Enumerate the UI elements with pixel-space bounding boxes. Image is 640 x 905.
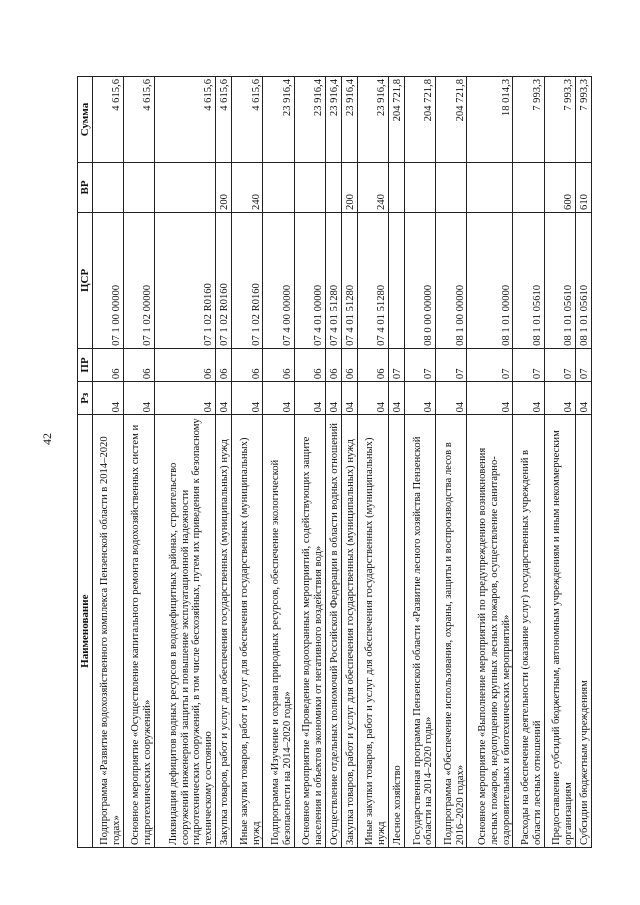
cell-pr: 06 — [232, 348, 263, 381]
cell-sum: 23 916,4 — [357, 77, 388, 163]
cell-csr: 07 1 02 R0160 — [232, 212, 263, 348]
cell-sum: 7 993,3 — [513, 77, 544, 163]
cell-name: Иные закупки товаров, работ и услуг для обеспечения государственных (муниципальных) нужд — [357, 415, 388, 848]
cell-sum: 204 721,8 — [436, 77, 467, 163]
cell-pr: 06 — [357, 348, 388, 381]
cell-vr — [436, 163, 467, 213]
cell-pr: 06 — [216, 348, 232, 381]
cell-pr: 07 — [544, 348, 575, 381]
cell-csr: 07 4 01 51280 — [341, 212, 357, 348]
cell-vr — [389, 163, 405, 213]
cell-rz: 04 — [513, 382, 544, 415]
cell-name: Расходы на обеспечение деятельности (оказание услуг) государственных учреждений в области лесных отношений — [513, 415, 544, 848]
cell-vr — [93, 163, 124, 213]
cell-rz: 04 — [389, 382, 405, 415]
cell-vr — [467, 163, 513, 213]
cell-pr: 06 — [325, 348, 341, 381]
table-row — [341, 77, 357, 848]
cell-pr: 07 — [405, 348, 436, 381]
table-row — [575, 77, 591, 848]
cell-pr: 06 — [93, 348, 124, 381]
table-row — [467, 77, 513, 848]
cell-vr — [405, 163, 436, 213]
cell-name: Основное мероприятие «Выполнение мероприятий по предупреждению возникновения лесных пожаров, недопущению крупных лесных пожаров, осуществление санитарно-оздоровительных и биотехнических мероприятий» — [467, 415, 513, 848]
cell-csr: 07 1 02 00000 — [124, 212, 155, 348]
header-sum: Сумма — [78, 77, 93, 163]
cell-sum: 23 916,4 — [294, 77, 325, 163]
cell-name: Лесное хозяйство — [389, 415, 405, 848]
cell-csr: 08 1 01 05610 — [513, 212, 544, 348]
table-row — [513, 77, 544, 848]
cell-vr — [294, 163, 325, 213]
cell-rz: 04 — [124, 382, 155, 415]
cell-csr: 07 1 02 R0160 — [155, 212, 216, 348]
cell-csr: 08 1 01 05610 — [575, 212, 591, 348]
cell-rz: 04 — [405, 382, 436, 415]
cell-name: Субсидии бюджетным учреждениям — [575, 415, 591, 848]
header-rz: Рз — [78, 382, 93, 415]
cell-name: Закупка товаров, работ и услуг для обеспечения государственных (муниципальных) нужд — [341, 415, 357, 848]
table-row — [405, 77, 436, 848]
cell-vr: 240 — [232, 163, 263, 213]
cell-rz: 04 — [93, 382, 124, 415]
cell-rz: 04 — [544, 382, 575, 415]
cell-csr: 08 1 01 00000 — [467, 212, 513, 348]
cell-csr: 07 4 00 00000 — [263, 212, 294, 348]
rotated-page — [77, 76, 592, 848]
table-row — [357, 77, 388, 848]
table-header-row — [78, 77, 93, 848]
cell-name: Основное мероприятие «Проведение водоохранных мероприятий, содействующих защите населения и объектов экономики от негативного воздействия вод» — [294, 415, 325, 848]
cell-rz: 04 — [216, 382, 232, 415]
cell-vr: 200 — [341, 163, 357, 213]
header-csr: ЦСР — [78, 212, 93, 348]
cell-name: Ликвидация дефицитов водных ресурсов в вододефицитных районах, строительство сооружений инженерной защиты и повышение эксплуатационной надежности гидротехнических сооружений, в том числе бесхозяйных, путем их приведения к безопасному техническому состоянию — [155, 415, 216, 848]
cell-sum: 18 014,3 — [467, 77, 513, 163]
cell-vr: 610 — [575, 163, 591, 213]
cell-csr: 07 4 01 51280 — [357, 212, 388, 348]
header-pr: ПР — [78, 348, 93, 381]
cell-pr: 07 — [575, 348, 591, 381]
cell-vr: 600 — [544, 163, 575, 213]
cell-name: Основное мероприятие «Осуществление капитального ремонта водохозяйственных систем и гидротехнических сооружений» — [124, 415, 155, 848]
cell-sum: 4 615,6 — [232, 77, 263, 163]
table-row — [216, 77, 232, 848]
cell-name: Осуществление отдельных полномочий Российской Федерации в области водных отношений — [325, 415, 341, 848]
table-row — [294, 77, 325, 848]
cell-pr: 07 — [467, 348, 513, 381]
table-row — [232, 77, 263, 848]
table-row — [389, 77, 405, 848]
cell-vr — [124, 163, 155, 213]
cell-pr: 06 — [263, 348, 294, 381]
table-row — [436, 77, 467, 848]
cell-sum: 4 615,6 — [155, 77, 216, 163]
cell-name: Государственная программа Пензенской области «Развитие лесного хозяйства Пензенской области на 2014–2020 годы» — [405, 415, 436, 848]
cell-vr — [263, 163, 294, 213]
cell-pr: 06 — [294, 348, 325, 381]
table-row — [155, 77, 216, 848]
page-number: 42 — [40, 433, 54, 445]
cell-pr: 06 — [124, 348, 155, 381]
cell-vr — [513, 163, 544, 213]
cell-name: Подпрограмма «Обеспечение использования, охраны, защиты и воспроизводства лесов в 2016–2020 годах» — [436, 415, 467, 848]
cell-rz: 04 — [341, 382, 357, 415]
table-body — [93, 77, 592, 848]
cell-csr: 07 1 02 R0160 — [216, 212, 232, 348]
cell-csr: 07 4 01 00000 — [294, 212, 325, 348]
cell-name: Иные закупки товаров, работ и услуг для обеспечения государственных (муниципальных) нужд — [232, 415, 263, 848]
table-row — [544, 77, 575, 848]
cell-sum: 23 916,4 — [263, 77, 294, 163]
cell-csr — [389, 212, 405, 348]
cell-csr: 08 0 00 00000 — [405, 212, 436, 348]
cell-pr: 06 — [155, 348, 216, 381]
cell-sum: 7 993,3 — [575, 77, 591, 163]
cell-csr: 07 4 01 51280 — [325, 212, 341, 348]
cell-sum: 23 916,4 — [341, 77, 357, 163]
header-name: Наименование — [78, 415, 93, 848]
cell-rz: 04 — [467, 382, 513, 415]
table-row — [93, 77, 124, 848]
cell-vr — [155, 163, 216, 213]
cell-csr: 08 1 01 05610 — [544, 212, 575, 348]
cell-rz: 04 — [294, 382, 325, 415]
cell-pr: 07 — [436, 348, 467, 381]
table-row — [263, 77, 294, 848]
cell-rz: 04 — [357, 382, 388, 415]
cell-csr: 07 1 00 00000 — [93, 212, 124, 348]
cell-sum: 4 615,6 — [93, 77, 124, 163]
table-row — [124, 77, 155, 848]
cell-name: Закупка товаров, работ и услуг для обеспечения государственных (муниципальных) нужд — [216, 415, 232, 848]
cell-sum: 7 993,3 — [544, 77, 575, 163]
cell-csr: 08 1 00 00000 — [436, 212, 467, 348]
cell-rz: 04 — [575, 382, 591, 415]
cell-name: Предоставление субсидий бюджетным, автономным учреждениям и иным некоммерческим организациям — [544, 415, 575, 848]
cell-name: Подпрограмма «Изучение и охрана природных ресурсов, обеспечение экологической безопасности на 2014–2020 годы» — [263, 415, 294, 848]
header-vr: ВР — [78, 163, 93, 213]
cell-vr: 240 — [357, 163, 388, 213]
cell-rz: 04 — [436, 382, 467, 415]
table-row — [325, 77, 341, 848]
cell-rz: 04 — [232, 382, 263, 415]
cell-vr — [325, 163, 341, 213]
cell-sum: 4 615,6 — [124, 77, 155, 163]
cell-sum: 23 916,4 — [325, 77, 341, 163]
cell-sum: 204 721,8 — [389, 77, 405, 163]
budget-table — [77, 76, 592, 848]
cell-name: Подпрограмма «Развитие водохозяйственного комплекса Пензенской области в 2014–2020 годах» — [93, 415, 124, 848]
cell-sum: 204 721,8 — [405, 77, 436, 163]
cell-rz: 04 — [155, 382, 216, 415]
cell-vr: 200 — [216, 163, 232, 213]
cell-rz: 04 — [325, 382, 341, 415]
cell-pr: 07 — [389, 348, 405, 381]
cell-pr: 07 — [513, 348, 544, 381]
cell-pr: 06 — [341, 348, 357, 381]
cell-sum: 4 615,6 — [216, 77, 232, 163]
cell-rz: 04 — [263, 382, 294, 415]
